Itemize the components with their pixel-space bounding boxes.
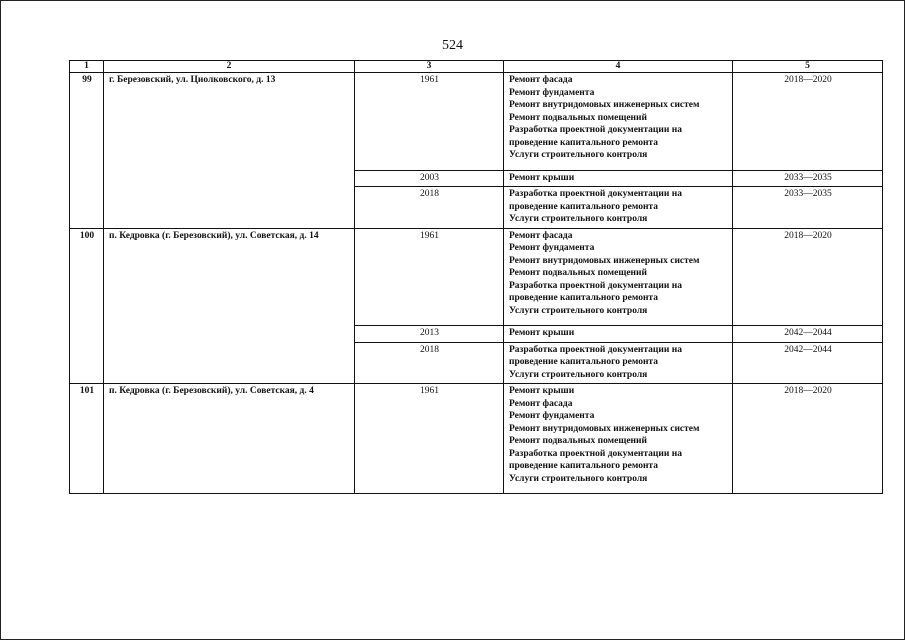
address-cell: п. Кедровка (г. Березовский), ул. Советская, д. 14 (104, 228, 355, 384)
period-cell: 2018—2020 (733, 384, 883, 494)
period-cell: 2042—2044 (733, 342, 883, 384)
row-number: 100 (70, 228, 104, 384)
year-cell: 1961 (355, 228, 504, 326)
works-cell (504, 73, 733, 171)
work-item: Услуги строительного контроля (509, 305, 648, 316)
work-item: Услуги строительного контроля (509, 214, 648, 224)
period-cell: 2033—2035 (733, 170, 883, 187)
column-header: 1 (70, 61, 104, 73)
work-item: Ремонт подвальных помещений (509, 268, 647, 278)
table-row (70, 228, 883, 326)
works-cell (504, 228, 733, 326)
period-cell: 2018—2020 (733, 228, 883, 326)
work-item: проведение капитального ремонта (509, 293, 658, 303)
column-header: 4 (504, 61, 733, 73)
work-item: Услуги строительного контроля (509, 150, 648, 160)
table-row (70, 384, 883, 494)
work-item: Ремонт фасада (509, 75, 573, 85)
period-cell: 2033—2035 (733, 187, 883, 229)
year-cell: 2013 (355, 326, 504, 343)
table-body (70, 73, 883, 494)
capital-repair-table (69, 60, 883, 494)
column-header: 5 (733, 61, 883, 73)
column-header: 2 (104, 61, 355, 73)
year-cell: 1961 (355, 73, 504, 171)
work-item: Ремонт подвальных помещений (509, 436, 647, 446)
work-item: проведение капитального ремонта (509, 201, 658, 212)
work-item: Ремонт внутридомовых инженерных систем (509, 255, 700, 266)
works-cell (504, 187, 733, 229)
year-cell: 1961 (355, 384, 504, 494)
works-cell (504, 170, 733, 187)
work-item: Разработка проектной документации на (509, 448, 682, 459)
work-item: Разработка проектной документации на (509, 125, 682, 135)
work-item: Ремонт внутридомовых инженерных систем (509, 100, 700, 110)
work-item: Разработка проектной документации на (509, 280, 682, 291)
work-item: Услуги строительного контроля (509, 473, 648, 484)
work-item: Разработка проектной документации на (509, 344, 682, 355)
work-item: Ремонт фасада (509, 398, 573, 409)
period-cell: 2018—2020 (733, 73, 883, 171)
works-cell (504, 326, 733, 343)
page-number: 524 (442, 38, 463, 53)
work-item: Ремонт внутридомовых инженерных систем (509, 423, 700, 434)
work-item: Ремонт фундамента (509, 243, 595, 253)
year-cell: 2018 (355, 187, 504, 229)
address-cell: г. Березовский, ул. Циолковского, д. 13 (104, 73, 355, 229)
work-item: Ремонт фундамента (509, 411, 595, 421)
works-cell (504, 384, 733, 494)
row-number: 101 (70, 384, 104, 494)
work-item: Ремонт крыши (509, 386, 575, 396)
year-cell: 2003 (355, 170, 504, 187)
work-item: Ремонт крыши (509, 328, 575, 338)
row-number: 99 (70, 73, 104, 229)
table-row (70, 73, 883, 171)
work-item: Ремонт подвальных помещений (509, 112, 647, 123)
work-item: Услуги строительного контроля (509, 369, 648, 380)
column-header: 3 (355, 61, 504, 73)
work-item: Ремонт фундамента (509, 87, 595, 98)
work-item: Разработка проектной документации на (509, 189, 682, 199)
address-cell: п. Кедровка (г. Березовский), ул. Советская, д. 4 (104, 384, 355, 494)
work-item: проведение капитального ремонта (509, 461, 658, 471)
year-cell: 2018 (355, 342, 504, 384)
work-item: проведение капитального ремонта (509, 357, 658, 367)
work-item: проведение капитального ремонта (509, 137, 658, 148)
works-cell (504, 342, 733, 384)
work-item: Ремонт фасада (509, 230, 573, 241)
work-item: Ремонт крыши (509, 172, 575, 183)
header-row (70, 61, 883, 73)
period-cell: 2042—2044 (733, 326, 883, 343)
